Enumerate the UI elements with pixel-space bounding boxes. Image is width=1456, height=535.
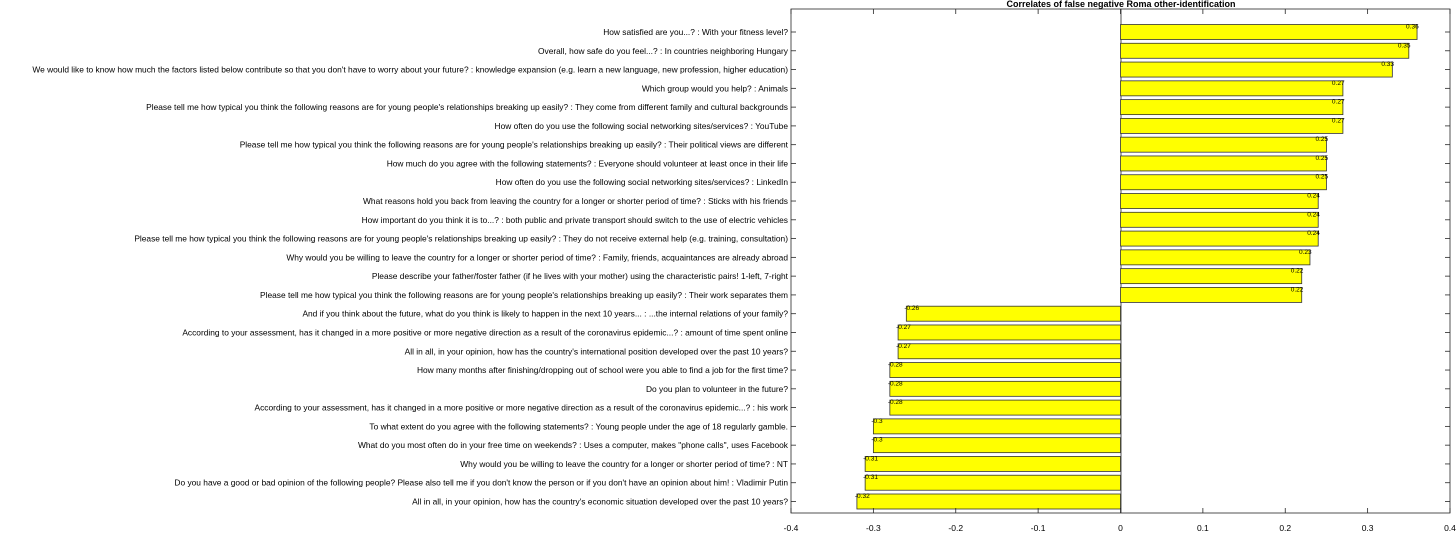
data-label: -0.26: [904, 305, 920, 313]
data-label: 0.27: [1331, 117, 1345, 125]
x-axis-ticks: [784, 9, 1456, 533]
x-tick-label: 0.4: [1444, 523, 1456, 533]
data-label: 0.22: [1290, 286, 1304, 294]
data-label: 0.24: [1307, 192, 1320, 200]
data-label: 0.24: [1307, 211, 1320, 219]
category-label: All in all, in your opinion, how has the country's economic situation developed over the past 10 years?: [412, 496, 788, 507]
x-tick-label: 0.3: [1361, 523, 1374, 533]
category-label: How often do you use the following social networking sites/services? : YouTube: [494, 120, 788, 131]
category-label: Do you have a good or bad opinion of the following people? Please also tell me if you don't know the person or if you don't have an opinion about him! : Vladimir Putin: [174, 477, 788, 488]
data-label: 0.27: [1331, 98, 1345, 106]
x-tick-label: 0: [1118, 523, 1123, 533]
data-label: -0.28: [887, 380, 903, 388]
data-label: 0.25: [1315, 173, 1329, 181]
bar: [1121, 194, 1319, 209]
bar: [1121, 269, 1302, 284]
x-tick-label: -0.2: [948, 523, 964, 533]
category-label: To what extent do you agree with the following statements? : Young people under the age of 18 regularly gamble.: [369, 421, 788, 432]
bar: [1121, 156, 1327, 171]
category-label: Overall, how safe do you feel...? : In countries neighboring Hungary: [538, 45, 788, 56]
bar: [1121, 212, 1319, 227]
category-label: Please tell me how typical you think the following reasons are for young people's relationships breaking up easily? : Their political views are different: [239, 139, 788, 150]
data-label: 0.36: [1406, 23, 1419, 31]
category-label: How many months after finishing/dropping out of school were you able to find a job for the first time?: [416, 365, 788, 376]
bar: [873, 419, 1120, 434]
category-label: All in all, in your opinion, how has the country's international position developed over the past 10 years?: [404, 346, 788, 357]
x-tick-label: -0.3: [866, 523, 881, 533]
data-label: 0.35: [1397, 42, 1411, 50]
data-label: -0.28: [887, 361, 903, 369]
data-label: -0.27: [896, 323, 911, 331]
bar: [1121, 100, 1343, 115]
category-label: According to your assessment, has it changed in a more positive or more negative direction as a result of the coronavirus epidemic...? : amount of time spent online: [182, 327, 788, 338]
x-tick-label: 0.1: [1196, 523, 1209, 533]
x-tick-label: 0.2: [1279, 523, 1292, 533]
bar: [1121, 81, 1343, 96]
bar: [854, 493, 1121, 509]
bar: [898, 325, 1120, 340]
x-tick-label: -0.1: [1030, 523, 1046, 533]
data-label: -0.27: [896, 342, 911, 350]
data-label: 0.25: [1315, 136, 1329, 144]
category-label: Why would you be willing to leave the country for a longer or shorter period of time? : Family, friends, acquaintances are already abroad: [286, 252, 788, 263]
bar: [1121, 118, 1343, 133]
bar: [1121, 137, 1327, 152]
data-label: 0.25: [1315, 154, 1329, 162]
category-label: Do you plan to volunteer in the future?: [645, 383, 788, 394]
data-label: -0.31: [863, 455, 878, 463]
category-label: And if you think about the future, what do you think is likely to happen in the next 10 years... : ...the internal relations of your family?: [302, 308, 788, 319]
data-label: -0.31: [863, 474, 878, 482]
category-label: We would like to know how much the factors listed below contribute so that you don't have to worry about your future? : knowledge expansion (e.g. learn a new language, new profession, higher education): [32, 64, 788, 75]
data-label: -0.3: [871, 417, 883, 425]
bar: [1121, 250, 1310, 265]
data-label: -0.3: [871, 436, 883, 444]
category-label: According to your assessment, has it changed in a more positive or more negative direction as a result of the coronavirus epidemic...? : his work: [254, 402, 788, 413]
data-label: 0.24: [1307, 230, 1320, 238]
bar: [1121, 175, 1327, 190]
bar: [1121, 62, 1393, 77]
data-label: 0.22: [1290, 267, 1304, 275]
x-tick-label: -0.4: [783, 523, 799, 533]
data-label: 0.27: [1331, 79, 1345, 87]
bar: [865, 456, 1120, 471]
bar: [906, 306, 1120, 321]
bar: [1121, 25, 1418, 40]
category-label: Please tell me how typical you think the following reasons are for young people's relationships breaking up easily? : They come from different family and cultural backgrounds: [146, 102, 788, 113]
bar: [887, 361, 1121, 378]
chart-title: Correlates of false negative Roma other-identification: [1006, 0, 1236, 9]
data-label: -0.28: [887, 399, 903, 407]
bar: [1121, 43, 1409, 58]
category-label: What do you most often do in your free time on weekends? : Uses a computer, makes "phone calls", uses Facebook: [357, 440, 788, 451]
category-label: Which group would you help? : Animals: [641, 83, 788, 94]
category-label: What reasons hold you back from leaving the country for a longer or shorter period of time? : Sticks with his friends: [363, 196, 788, 207]
category-label: Please describe your father/foster father (if he lives with your mother) using the characteristic pairs! 1-left, 7-right: [371, 271, 788, 282]
bar: [865, 475, 1120, 490]
bar: [873, 438, 1120, 453]
category-label: How often do you use the following social networking sites/services? : LinkedIn: [495, 177, 788, 188]
category-label: Why would you be willing to leave the country for a longer or shorter period of time? : NT: [460, 458, 788, 469]
bar: [887, 399, 1121, 415]
bar: [1121, 231, 1319, 246]
bar: [1121, 287, 1302, 302]
bar: [887, 380, 1121, 396]
category-label: How much do you agree with the following statements? : Everyone should volunteer at least once in their life: [386, 158, 788, 169]
data-label: -0.32: [854, 493, 870, 500]
category-label: How important do you think it is to...? : both public and private transport should switch to the use of electric vehicles: [361, 214, 788, 225]
data-label: 0.23: [1298, 248, 1312, 256]
category-label: Please tell me how typical you think the following reasons are for young people's relationships breaking up easily? : Their work separates them: [260, 289, 788, 300]
bars-layer: [32, 24, 1419, 510]
category-label: How satisfied are you...? : With your fitness level?: [603, 27, 788, 37]
bar: [898, 344, 1120, 359]
data-label: 0.33: [1381, 61, 1394, 69]
category-label: Please tell me how typical you think the following reasons are for young people's relationships breaking up easily? : They do not receive external help (e.g. training, consultation): [134, 233, 788, 244]
